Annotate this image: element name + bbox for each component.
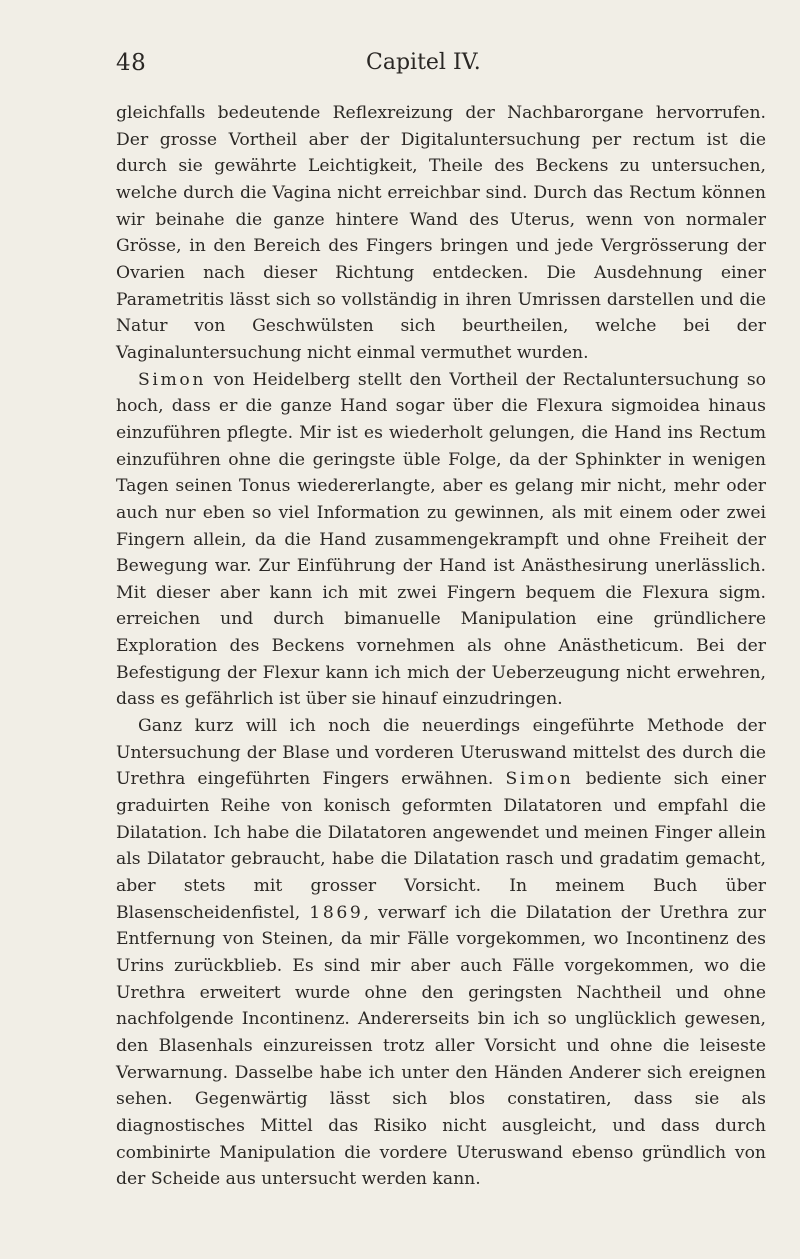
paragraph-1	[116, 100, 766, 367]
paragraph-3	[116, 713, 766, 1193]
running-head: Capitel IV.	[366, 50, 481, 75]
author-name-simon: Simon	[505, 769, 574, 790]
paragraph-3-text-before: Ganz kurz will ich noch die neuerdings eingeführte Methode der Untersuchung der Blase und vorderen Uteruswand mittelst des durch die Urethra eingeführten Fingers erwähnen.	[116, 716, 766, 790]
page-header	[116, 50, 766, 84]
page-number: 48	[116, 50, 147, 76]
publication-year: 1869	[309, 902, 364, 923]
body-text	[116, 100, 766, 1193]
paragraph-3-text-after: , verwarf ich die Dilatation der Urethra zur Entfernung von Steinen, da mir Fälle vorgekommen, wo Incontinenz des Urins zurückblieb. Es sind mir aber auch Fälle vorgekommen, wo die Urethra erweitert wurde ohne den geringsten Nachtheil und ohne nachfolgende Incontinenz. Andererseits bin ich so unglücklich gewesen, den Blasenhals einzureissen trotz aller Vorsicht und ohne die leiseste Verwarnung. Dasselbe habe ich unter den Händen Anderer sich ereignen sehen. Gegenwärtig lässt sich blos constatiren, dass sie als diagnostisches Mittel das Risiko nicht ausgleicht, und dass durch combinirte Manipulation die vordere Uteruswand ebenso gründlich von der Scheide aus untersucht werden kann.	[116, 902, 767, 1190]
paragraph-2-text: von Heidelberg stellt den Vortheil der Rectaluntersuchung so hoch, dass er die ganze Hand sogar über die Flexura sigmoidea hinaus einzuführen pflegte. Mir ist es wiederholt gelungen, die Hand ins Rectum einzuführen ohne die geringste üble Folge, da der Sphinkter in wenigen Tagen seinen Tonus wiedererlangte, aber es gelang mir nicht, mehr oder auch nur eben so viel Information zu gewinnen, als mit einem oder zwei Fingern allein, da die Hand zusammengekrampft und ohne Freiheit der Bewegung war. Zur Einführung der Hand ist Anästhesirung unerlässlich. Mit dieser aber kann ich mit zwei Fingern bequem die Flexura sigm. erreichen und durch bimanuelle Manipulation eine gründlichere Exploration des Beckens vornehmen als ohne Anästheticum. Bei der Befestigung der Flexur kann ich mich der Ueberzeugung nicht erwehren, dass es gefährlich ist über sie hinauf einzudringen.	[116, 369, 766, 710]
author-name-simon: Simon	[138, 369, 206, 390]
paragraph-2	[116, 367, 766, 714]
paragraph-1-text: gleichfalls bedeutende Reflexreizung der Nachbarorgane hervorrufen. Der grosse Vortheil aber der Digitaluntersuchung per rectum ist die durch sie gewährte Leichtigkeit, Theile des Beckens zu untersuchen, welche durch die Vagina nicht erreichbar sind. Durch das Rectum können wir beinahe die ganze hintere Wand des Uterus, wenn von normaler Grösse, in den Bereich des Fingers bringen und jede Vergrösserung der Ovarien nach dieser Richtung entdecken. Die Ausdehnung einer Parametritis lässt sich so vollständig in ihren Umrissen darstellen und die Natur von Geschwülsten sich beurtheilen, welche bei der Vaginaluntersuchung nicht einmal vermuthet wurden.	[116, 103, 766, 363]
paragraph-3-text-middle: bediente sich einer graduirten Reihe von konisch geformten Dilatatoren und empfahl die Dilatation. Ich habe die Dilatatoren angewendet und meinen Finger allein als Dilatator gebraucht, habe die Dilatation rasch und gradatim gemacht, aber stets mit grosser Vorsicht. In meinem Buch über Blasenscheidenfistel,	[116, 769, 766, 923]
